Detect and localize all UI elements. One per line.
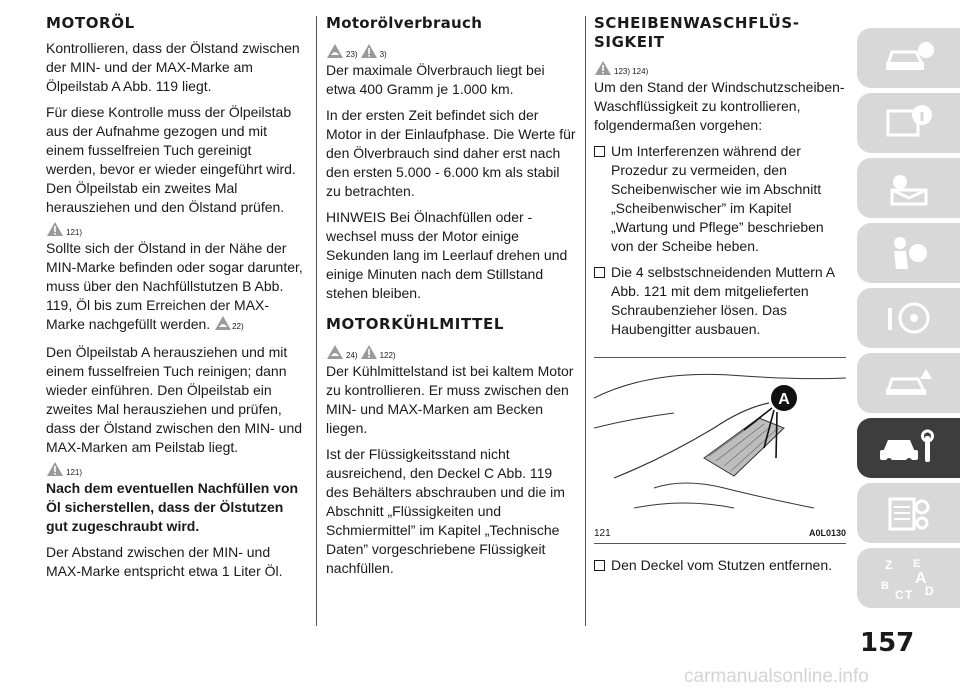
warning-references	[326, 39, 578, 59]
service-car-icon	[877, 428, 941, 468]
figure-caption	[594, 528, 846, 539]
column-divider-1	[316, 16, 317, 626]
warning-references	[594, 56, 846, 76]
paragraph: Der maximale Ölverbrauch liegt bei etwa 400 Gramm je 1.000 km.	[326, 62, 545, 97]
paragraph: Kontrollieren, dass der Ölstand zwischen der MIN- und der MAX-Marke am Ölpeilstab A Abb. 119 liegt.	[46, 40, 300, 94]
paragraph: Den Ölpeilstab A herausziehen und mit einem fusselfreien Tuch reinigen; dann wieder einführen. Den Ölpeilstab ein zweites Mal herausziehen und prüfen, dass der Ölstand zwischen den MIN- und MAX-Marken am Peilstab liegt.	[46, 344, 303, 455]
list-item: Den Deckel vom Stutzen entfernen.	[594, 556, 846, 575]
paragraph: In der ersten Zeit befindet sich der Motor in der Einlaufphase. Die Werte für den Ölverbrauch sind daher erst nach den ersten 5.000 - 6.000 km als stabil zu betrachten.	[326, 107, 576, 199]
paragraph: Der Kühlmittelstand ist bei kaltem Motor zu kontrollieren. Er muss zwischen den MIN- und MAX-Marken am Becken liegen.	[326, 363, 574, 436]
figure-121	[594, 357, 846, 544]
warning-triangle-icon	[46, 221, 64, 237]
svg-text:B: B	[880, 580, 889, 592]
svg-text:A: A	[914, 570, 927, 587]
footnote-ref: 3)	[379, 50, 387, 59]
chapter-tabs	[857, 28, 960, 613]
tab-technical-data[interactable]	[857, 483, 960, 543]
svg-text:E: E	[912, 558, 920, 570]
bold-note: Nach dem eventuellen Nachfüllen von Öl sicherstellen, dass der Ölstutzen gut zugeschraubt wird.	[46, 480, 299, 534]
figure-number: 121	[594, 528, 611, 539]
warning-triangle-icon	[594, 60, 612, 76]
car-info-icon	[882, 38, 936, 78]
figure-code: A0L0130	[808, 528, 846, 538]
info-icon	[882, 103, 936, 143]
checkbox-bullet-icon	[594, 560, 605, 571]
section-title-coolant: MOTORKÜHLMITTEL	[326, 315, 504, 333]
specifications-icon	[882, 493, 936, 533]
footnote-ref: 122)	[379, 351, 396, 360]
svg-text:C: C	[894, 588, 904, 601]
warning-references	[326, 340, 578, 360]
page-number: 157	[860, 628, 915, 658]
paragraph: Der Abstand zwischen der MIN- und MAX-Marke entspricht etwa 1 Liter Öl.	[46, 544, 283, 579]
caution-icon	[214, 315, 232, 331]
column-oil-consumption	[326, 14, 578, 585]
footnote-ref: 121)	[66, 468, 83, 477]
checkbox-bullet-icon	[594, 146, 605, 157]
tab-starting-driving[interactable]	[857, 288, 960, 348]
warning-references	[46, 217, 304, 237]
tab-airbag[interactable]	[857, 223, 960, 283]
airbag-person-icon	[882, 233, 936, 273]
footnote-ref: 23)	[346, 50, 358, 59]
tab-instruments[interactable]	[857, 93, 960, 153]
paragraph: Sollte sich der Ölstand in der Nähe der MIN-Marke befinden oder sogar darunter, muss über den Nachfüllstutzen B Abb. 119, Öl bis zum Erreichen der MAX-Marke nachgefüllt werden. 22)	[46, 240, 303, 332]
column-divider-2	[585, 16, 586, 626]
section-title-engine-oil: MOTORÖL	[46, 14, 135, 32]
column-engine-oil	[46, 14, 304, 588]
hood-grille-illustration	[594, 358, 846, 518]
section-title-oil-consumption: Motorölverbrauch	[326, 14, 483, 32]
warning-references	[46, 457, 304, 477]
footnote-ref: 123) 124)	[614, 67, 649, 76]
footnote-ref: 22)	[232, 322, 244, 331]
warning-lights-icon	[882, 168, 936, 208]
paragraph: Für diese Kontrolle muss der Ölpeilstab aus der Aufnahme gezogen und mit einem fusselfreien Tuch gereinigt werden, bevor er wieder eingeführt wird. Den Ölpeilstab ein zweites Mal herausziehen und den Ölstand prüfen.	[46, 104, 296, 215]
caution-icon	[326, 344, 344, 360]
tab-safety[interactable]	[857, 158, 960, 218]
svg-text:D: D	[924, 584, 934, 598]
tab-index[interactable]	[857, 548, 960, 608]
warning-triangle-icon	[360, 344, 378, 360]
watermark: carmanualsonline.info	[684, 666, 869, 687]
footnote-ref: 121)	[66, 228, 83, 237]
breakdown-car-icon	[882, 363, 936, 403]
tab-getting-to-know[interactable]	[857, 28, 960, 88]
callout-label: A	[778, 391, 790, 408]
svg-text:T: T	[904, 588, 912, 601]
paragraph: Ist der Flüssigkeitsstand nicht ausreichend, den Deckel C Abb. 119 des Behälters abschrauben und die im Abschnitt „Flüssigkeiten und Schmiermittel” im Kapitel „Technische Daten” vorgeschriebene Flüssigkeit nachfüllen.	[326, 446, 565, 576]
steering-wheel-icon	[882, 298, 936, 338]
paragraph: HINWEIS Bei Ölnachfüllen oder -wechsel muss der Motor einige Sekunden lang im Leerlauf drehen und einige Minuten nach dem Stillstand stehen bleiben.	[326, 209, 568, 301]
tab-maintenance[interactable]	[857, 418, 960, 478]
paragraph: Um den Stand der Windschutzscheiben-Waschflüssigkeit zu kontrollieren, folgendermaßen vorgehen:	[594, 79, 845, 133]
warning-triangle-icon	[46, 461, 64, 477]
column-washer-fluid	[594, 14, 846, 346]
caution-icon	[326, 43, 344, 59]
warning-triangle-icon	[360, 43, 378, 59]
svg-text:Z: Z	[884, 558, 892, 572]
footnote-ref: 24)	[346, 351, 358, 360]
section-title-washer-fluid: SCHEIBENWASCHFLÜS- SIGKEIT	[594, 14, 800, 51]
tab-emergency[interactable]	[857, 353, 960, 413]
index-letters-icon	[879, 555, 939, 601]
list-item: Die 4 selbstschneidenden Muttern A Abb. 121 mit dem mitgelieferten Schraubenzieher lösen. Das Haubengitter ausbauen.	[594, 263, 846, 339]
checkbox-bullet-icon	[594, 267, 605, 278]
list-item: Um Interferenzen während der Prozedur zu vermeiden, den Scheibenwischer wie im Abschnitt „Scheibenwischer” im Kapitel „Wartung und Pflege” beschrieben von der Scheibe heben.	[594, 142, 846, 256]
